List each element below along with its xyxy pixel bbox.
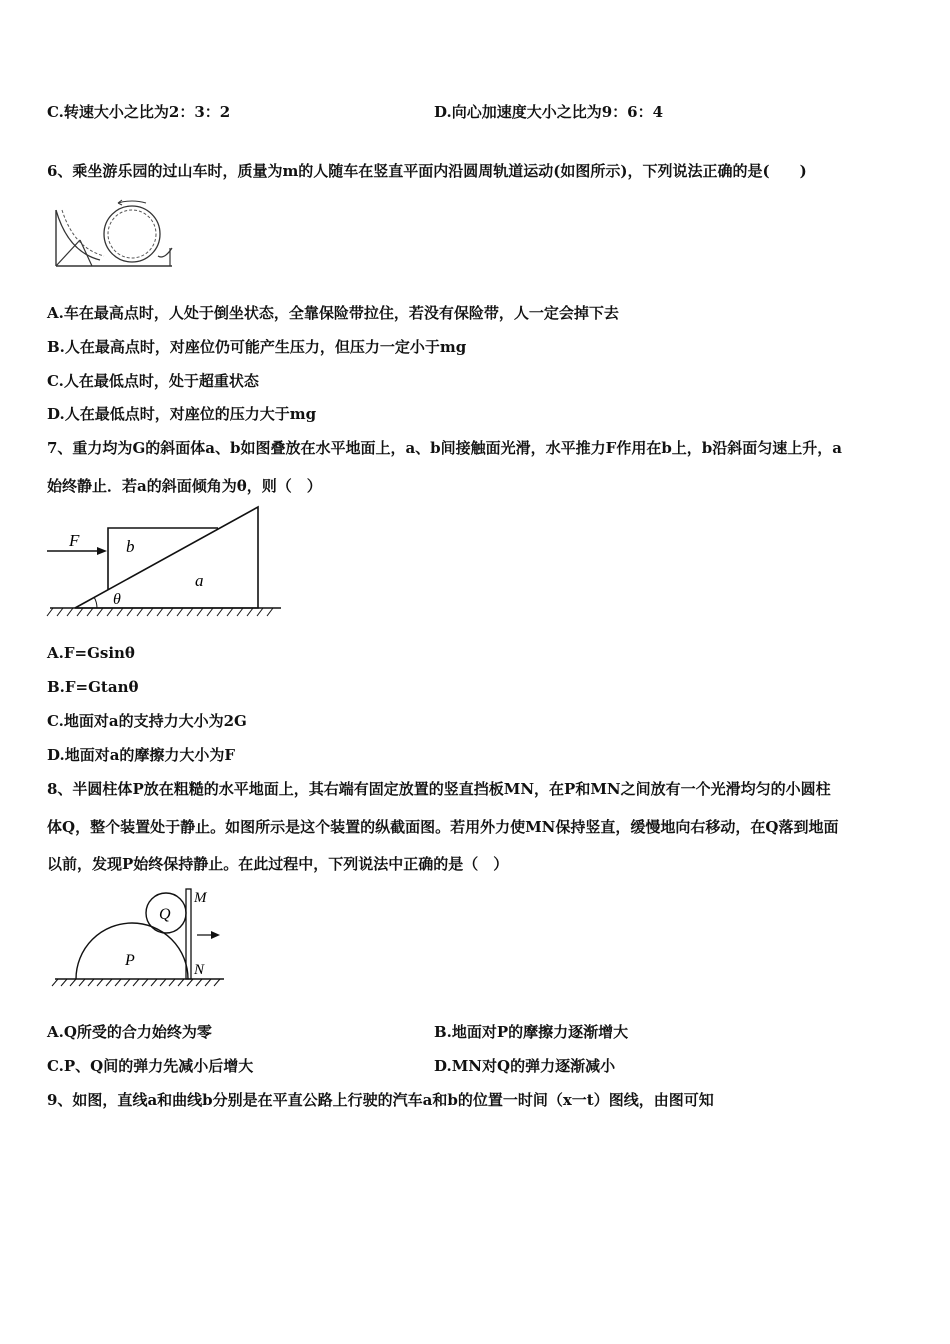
q8-stem-line1: 8、半圆柱体P放在粗糙的水平地面上，其右端有固定放置的竖直挡板MN，在P和MN之间放有一个光滑均匀的小圆柱 bbox=[47, 780, 831, 798]
q8-option-c: C.P、Q间的弹力先减小后增大 bbox=[47, 1057, 254, 1075]
q8-option-d: D.MN对Q的弹力逐渐减小 bbox=[434, 1057, 616, 1075]
q8-option-b: B.地面对P的摩擦力逐渐增大 bbox=[434, 1023, 629, 1041]
n-label: N bbox=[194, 962, 205, 978]
q7-option-a: A.F=Gsinθ bbox=[47, 644, 135, 662]
roller-coaster-figure bbox=[52, 200, 177, 270]
q7-option-b: B.F=Gtanθ bbox=[47, 678, 139, 696]
q9-stem: 9、如图，直线a和曲线b分别是在平直公路上行驶的汽车a和b的位置一时间（x一t）图线，由图可知 bbox=[47, 1091, 714, 1109]
q5-option-d: D.向心加速度大小之比为9：6：4 bbox=[434, 103, 664, 121]
q6-option-d: D.人在最低点时，对座位的压力大于mg bbox=[47, 405, 317, 423]
q6-option-b: B.人在最高点时，对座位仍可能产生压力，但压力一定小于mg bbox=[47, 338, 467, 356]
force-label: F bbox=[69, 531, 80, 550]
q-label: Q bbox=[159, 906, 171, 923]
half-cylinder-figure bbox=[52, 885, 242, 990]
q8-stem-line2: 体Q，整个装置处于静止。如图所示是这个装置的纵截面图。若用外力使MN保持竖直，缓慢地向右移动，在Q落到地面 bbox=[47, 818, 839, 836]
q7-stem-line1: 7、重力均为G的斜面体a、b如图叠放在水平地面上，a、b间接触面光滑，水平推力F作用在b上，b沿斜面匀速上升，a bbox=[47, 439, 843, 457]
q6-stem: 6、乘坐游乐园的过山车时，质量为m的人随车在竖直平面内沿圆周轨道运动(如图所示)，下列说法正确的是( ) bbox=[47, 162, 807, 180]
q7-stem-line2: 始终静止．若a的斜面倾角为θ，则（ ） bbox=[47, 477, 322, 495]
q8-option-a: A.Q所受的合力始终为零 bbox=[47, 1023, 212, 1041]
m-label: M bbox=[194, 890, 207, 906]
p-label: P bbox=[125, 952, 135, 969]
q7-option-c: C.地面对a的支持力大小为2G bbox=[47, 712, 247, 730]
q5-option-c: C.转速大小之比为2：3：2 bbox=[47, 103, 231, 121]
q6-option-c: C.人在最低点时，处于超重状态 bbox=[47, 372, 259, 390]
block-b-label: b bbox=[126, 537, 135, 556]
angle-label: θ bbox=[113, 591, 121, 608]
block-a-label: a bbox=[195, 571, 204, 590]
q7-option-d: D.地面对a的摩擦力大小为F bbox=[47, 746, 236, 764]
incline-figure bbox=[45, 505, 285, 620]
q8-stem-line3: 以前，发现P始终保持静止。在此过程中，下列说法中正确的是（ ） bbox=[47, 855, 509, 873]
q6-option-a: A.车在最高点时，人处于倒坐状态，全靠保险带拉住，若没有保险带，人一定会掉下去 bbox=[47, 304, 619, 322]
